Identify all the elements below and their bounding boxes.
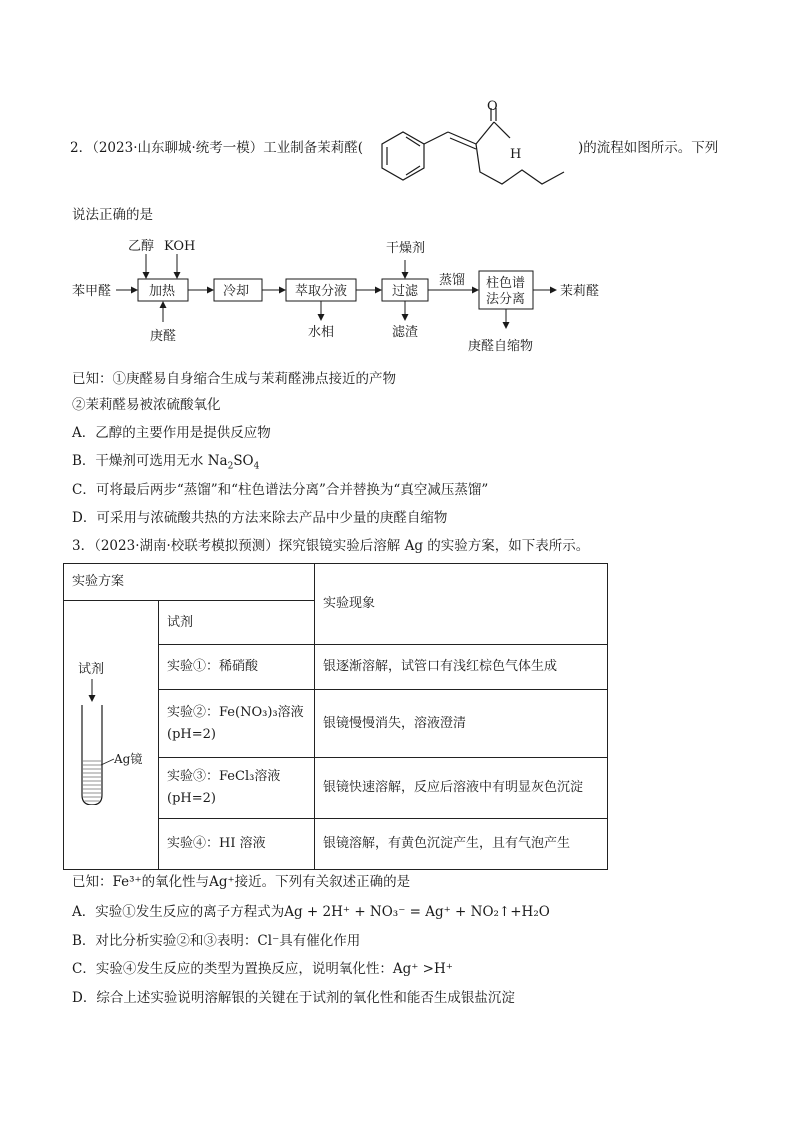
q3-option-b[interactable]: B．对比分析实验②和③表明：Cl⁻具有催化作用: [72, 933, 361, 949]
flow-reagent-koh: KOH: [164, 239, 196, 254]
q3-stem: [72, 536, 589, 556]
flow-byproduct: 庚醛自缩物: [468, 339, 534, 354]
q2-known-2: ②茉莉醛易被浓硫酸氧化: [72, 397, 221, 413]
flow-box-column-line1: 柱色谱: [486, 276, 526, 291]
test-tube-illustration: [70, 655, 160, 805]
flow-water-phase: 水相: [308, 325, 335, 340]
q3-option-a[interactable]: A．实验①发生反应的离子方程式为Ag + 2H⁺ + NO₃⁻ = Ag⁺ + NO₂↑+H₂O: [72, 904, 550, 920]
q2-option-b-mid: SO: [233, 453, 254, 469]
flow-distill: 蒸馏: [439, 273, 466, 288]
flow-drying-agent: 干燥剂: [386, 241, 426, 256]
q3-option-c[interactable]: C．实验④发生反应的类型为置换反应，说明氧化性：Ag⁺ >H⁺: [72, 961, 453, 977]
flow-box-cool-label: 冷却: [223, 284, 250, 299]
table-cell-reagent: [159, 690, 315, 758]
q3-number: 3．: [72, 538, 95, 554]
q2-stem-c: 说法正确的是: [72, 207, 153, 223]
flow-product: 茉莉醛: [560, 284, 600, 299]
q2-option-a[interactable]: A．乙醇的主要作用是提供反应物: [72, 425, 271, 441]
flow-reagent-heptanal: 庚醛: [150, 329, 177, 344]
jasmine-aldehyde-structure: [372, 100, 572, 190]
table-cell-phenomenon: 银镜慢慢消失，溶液澄清: [315, 690, 608, 758]
table-header-plan: 实验方案: [64, 564, 315, 601]
q2-option-b-pre: B．干燥剂可选用无水 Na: [72, 453, 228, 469]
reagent-text: 实验②：Fe(NO₃)₃溶液: [167, 704, 304, 720]
reagent-text: 实验①：稀硝酸: [167, 659, 259, 674]
q2-stem-a: 工业制备茉莉醛(: [263, 140, 364, 156]
process-flow-diagram: [66, 236, 626, 360]
q3-option-d[interactable]: D．综合上述实验说明溶解银的关键在于试剂的氧化性和能否生成银盐沉淀: [72, 990, 515, 1006]
flow-box-extract-label: 萃取分液: [295, 284, 348, 299]
tube-liquid: [83, 760, 101, 804]
q2-option-d[interactable]: D．可采用与浓硫酸共热的方法来除去产品中少量的庚醛自缩物: [72, 510, 448, 526]
q3-stem-text: 探究银镜实验后溶解 Ag 的实验方案，如下表所示。: [278, 538, 590, 554]
table-cell-reagent: [159, 819, 315, 870]
reagent-ph: (pH=2): [167, 726, 216, 742]
oxygen-label: O: [487, 100, 498, 114]
table-cell-phenomenon: 银逐渐溶解，试管口有浅红棕色气体生成: [315, 645, 608, 690]
benzene-ring: [382, 132, 424, 180]
reagent-text: 实验④：HI 溶液: [167, 836, 266, 851]
q2-option-b-sub1: 2: [227, 461, 234, 472]
flow-box-heat-label: 加热: [149, 284, 176, 299]
q2-option-b-sub2: 4: [253, 461, 260, 472]
flow-box-column-line2: 法分离: [486, 292, 526, 307]
flow-start: 苯甲醛: [72, 284, 112, 299]
q2-option-b[interactable]: [72, 451, 259, 477]
table-header-reagent: 试剂: [159, 601, 315, 645]
q2-source: （2023·山东聊城·统考一模）: [92, 140, 264, 156]
tube-reagent-label: 试剂: [78, 662, 105, 677]
hydrogen-label: H: [510, 147, 522, 162]
reagent-ph: (pH=2): [167, 791, 216, 806]
table-cell-reagent: [159, 645, 315, 690]
reagent-text: 实验③：FeCl₃溶液: [167, 769, 281, 784]
q2-stem-b: )的流程如图所示。下列: [578, 140, 719, 156]
q2-known-1: 已知：①庚醛易自身缩合生成与茉莉醛沸点接近的产物: [72, 371, 396, 387]
table-cell-reagent: [159, 758, 315, 819]
q3-source: （2023·湖南·校联考模拟预测）: [94, 538, 279, 554]
q3-known: 已知：Fe³⁺的氧化性与Ag⁺接近。下列有关叙述正确的是: [72, 874, 411, 890]
flow-residue: 滤渣: [392, 325, 419, 340]
table-header-phenomenon: 实验现象: [315, 564, 608, 645]
q2-option-c[interactable]: C．可将最后两步“蒸馏”和“柱色谱法分离”合并替换为“真空减压蒸馏”: [72, 482, 489, 498]
table-cell-phenomenon: 银镜溶解，有黄色沉淀产生，且有气泡产生: [315, 819, 608, 870]
flow-reagent-ethanol: 乙醇: [128, 239, 155, 254]
q2-stem-line-1: [70, 138, 363, 158]
table-cell-phenomenon: 银镜快速溶解，反应后溶液中有明显灰色沉淀: [315, 758, 608, 819]
q2-number: 2．: [70, 140, 93, 156]
tube-ag-label: Ag镜: [114, 752, 143, 766]
flow-box-filter-label: 过滤: [392, 284, 419, 299]
